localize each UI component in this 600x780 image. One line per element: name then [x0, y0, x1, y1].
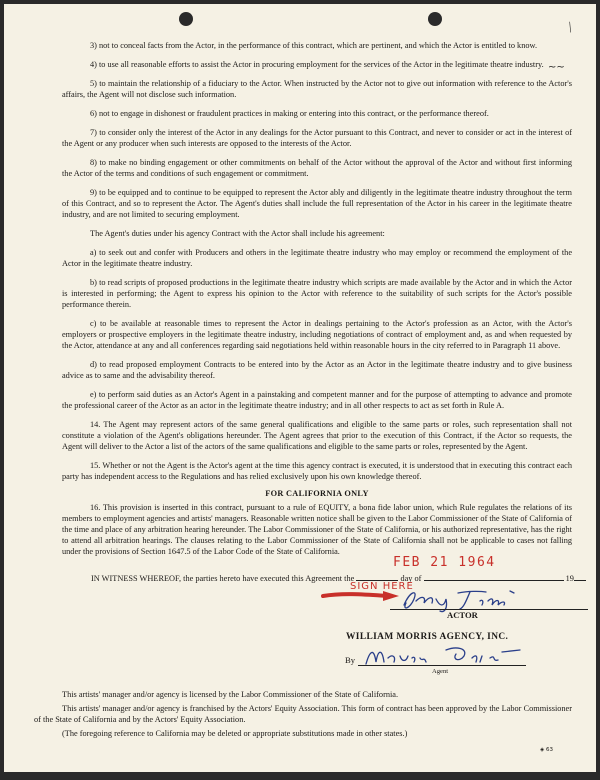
- duty-d: d) to read proposed employment Contracts to be entered into by the Actor as an Actor in the legitimate theatre industry and to give business advice as to same and the advisability thereof.: [62, 360, 572, 380]
- clause-7: 7) to consider only the interest of the Actor in any dealings for the Actor pursuant to this Contract, and never to consider or act in the interest of the Agent or any producer when such interests are opposed to the interests of the Actor.: [62, 128, 572, 148]
- year-prefix: 19: [565, 574, 574, 583]
- duty-e: e) to perform said duties as an Actor's Agent in a painstaking and competent manner and for the purpose of attempting to advance and promote the professional career of the Actor as an actor in the legitimate theatre industry; and in all other respects to act as set forth in Rule A.: [62, 390, 572, 410]
- clause-8: 8) to make no binding engagement or other commitments on behalf of the Actor without the approval of the Actor and without first informing the Actor of the terms and conditions of such engagement or commitment.: [62, 158, 572, 178]
- clause-5: 5) to maintain the relationship of a fiduciary to the Actor. When instructed by the Actor not to give out information with reference to the Actor's affairs, the Agent will not disclose such information.: [62, 79, 572, 99]
- sign-here-arrow-icon: [321, 590, 401, 602]
- witness-line: [91, 571, 587, 584]
- actor-label: ACTOR: [447, 610, 478, 620]
- sign-here-label: SIGN HERE: [350, 581, 414, 592]
- pen-mark-icon: ⟍: [562, 19, 577, 36]
- contract-page: [4, 4, 596, 772]
- day-of-label: day of: [400, 574, 422, 583]
- union-bug: [540, 745, 553, 756]
- day-blank: [356, 571, 398, 581]
- company-name: WILLIAM MORRIS AGENCY, INC.: [346, 632, 509, 642]
- punch-hole-right: [428, 12, 442, 26]
- clause-16: 16. This provision is inserted in this contract, pursuant to a rule of EQUITY, a bona fide labor union, which Rule regulates the relations of its members to employment agencies and artists' managers. Reasonable written notice shall be given to the Labor Commissioner of the State of California of the time and place of any arbitration hearing hereunder. The Labor Commissioner of the State of California, or his authorized representative, has the right to attend all arbitration hearings. The clauses relating to the Labor Commissioner of the State of California shall not be applicable to cases not falling under the provisions of Section 1647.5 of the Labor Code of the State of California.: [62, 503, 572, 556]
- witness-text: IN WITNESS WHEREOF, the parties hereto have executed this Agreement the: [91, 574, 355, 583]
- date-stamp: FEB 21 1964: [393, 555, 496, 570]
- clause-3: 3) not to conceal facts from the Actor, in the performance of this contract, which are pertinent, and which the Actor is entitled to know.: [90, 41, 538, 50]
- actor-signature-line: [390, 609, 588, 610]
- franchise-note: This artists' manager and/or agency is franchised by the Actors' Equity Association. This form of contract has been approved by the Labor Commissioner of the State of California and by the Actors' Equity Association.: [34, 704, 572, 724]
- license-note: This artists' manager and/or agency is licensed by the Labor Commissioner of the State of California.: [62, 690, 399, 699]
- year-blank: [574, 571, 586, 581]
- clause-9: 9) to be equipped and to continue to be equipped to represent the Actor ably and diligently in the legitimate theatre industry throughout the term of this Contract, and so to represent the Actor. The Agent's duties shall include the full representation of the Actor in his career in the legitimate theatre industry, and are not limited to securing employment.: [62, 188, 572, 219]
- california-note: (The foregoing reference to California may be deleted or appropriate substitutions made in other states.): [62, 729, 408, 738]
- clause-14: 14. The Agent may represent actors of the same general qualifications and eligible to the same parts or roles, such representation shall not constitute a violation of the Agent's obligations hereunder. The Agent agrees that prior to the execution of this Contract, if the Actor so requests, the Agent will deliver to the Actor a list of the actors of the same qualifications and eligible to the same parts or roles, represented by the Agent.: [62, 420, 572, 451]
- duty-c: c) to be available at reasonable times to represent the Actor in dealings pertaining to the Actor's profession as an Actor, with the Actor's employers or prospective employers in the legitimate theatre industry, including negotiations of contract of employment and, as and when requested by the Actor, attendance at any and all conferences regarding said negotiations held within reasonable hours in the city referred to in Paragraph 11 above.: [62, 319, 572, 350]
- duty-a: a) to seek out and confer with Producers and others in the legitimate theatre industry who may employ or recommend the employment of the Actor in the legitimate theatre industry.: [62, 248, 572, 268]
- punch-hole-left: [179, 12, 193, 26]
- month-blank: [424, 571, 564, 581]
- california-heading: FOR CALIFORNIA ONLY: [265, 489, 369, 498]
- clauses-block: [62, 40, 572, 565]
- clause-15: 15. Whether or not the Agent is the Actor's agent at the time this agency contract is executed, it is understood that in executing this contract each party has independent access to the Regulations and has relied exclusively upon his own knowledge thereof.: [62, 461, 572, 481]
- clause-4: 4) to use all reasonable efforts to assist the Actor in procuring employment for the services of the Actor in the legitimate theatre industry.: [90, 60, 544, 69]
- clause-6: 6) not to engage in dishonest or fraudulent practices in making or entering into this contract, or the performance thereof.: [90, 109, 489, 118]
- duty-b: b) to read scripts of proposed productions in the legitimate theatre industry which scripts are made available by the Actor and in which the Actor is interested in performing; the Agent to express his opinion to the Actor with reference to the suitability of such scripts for the Actor's possible performance therein.: [62, 278, 572, 309]
- agent-label: Agent: [432, 668, 449, 675]
- union-bug-icon: ◈: [540, 747, 545, 753]
- print-code: 63: [545, 747, 553, 753]
- duties-intro: The Agent's duties under his agency Contract with the Actor shall include his agreement:: [90, 229, 385, 238]
- by-label: By: [345, 655, 356, 665]
- pen-tilde-icon: ~~: [548, 62, 565, 73]
- licensing-notes: [34, 689, 572, 742]
